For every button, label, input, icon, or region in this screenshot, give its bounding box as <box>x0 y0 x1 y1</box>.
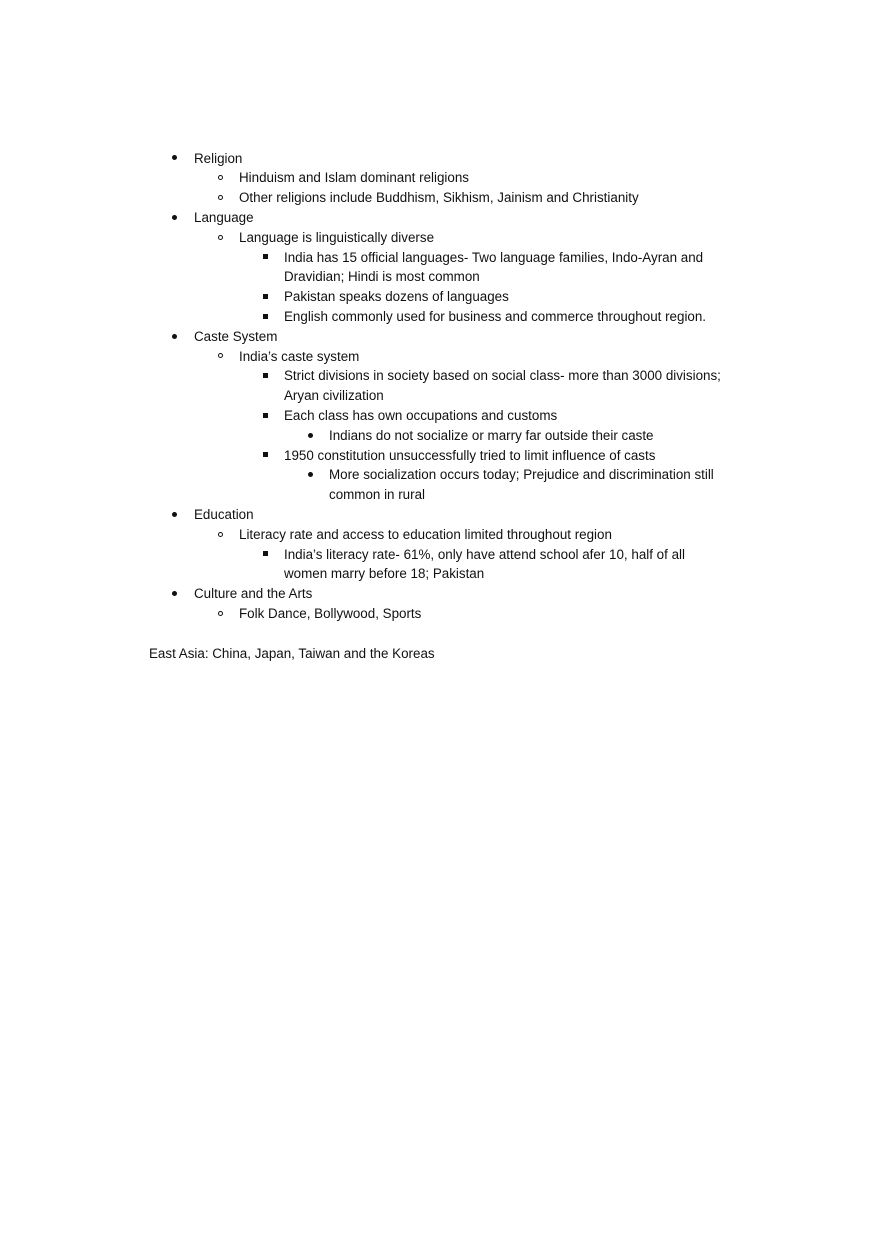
outline-item-level-2: Language is linguistically diverse <box>239 229 435 245</box>
outline-bullet <box>167 149 181 169</box>
outline-item-level-3: Pakistan speaks dozens of languages <box>284 289 509 305</box>
outline-item-level-3: India’s literacy rate- 61%, only have attend school afer 10, half of all <box>284 546 685 562</box>
outline-item-level-1: Religion <box>194 150 243 166</box>
outline-bullet <box>167 584 181 604</box>
outline-bullet <box>213 604 227 624</box>
outline-item-level-2: India’s caste system <box>239 348 360 364</box>
outline-item-level-3: Each class has own occupations and customs <box>284 407 558 423</box>
outline-bullet <box>167 505 181 525</box>
outline-bullet <box>167 327 181 347</box>
outline-item-level-3: India has 15 official languages- Two language families, Indo-Ayran and <box>284 249 704 265</box>
outline-bullet <box>213 347 227 367</box>
outline-item-level-1: Caste System <box>194 328 278 344</box>
outline-bullet <box>258 248 272 268</box>
outline-bullet <box>303 465 317 485</box>
outline-bullet <box>303 426 317 446</box>
outline-item-level-1: Language <box>194 209 254 225</box>
outline-item-continuation: women marry before 18; Pakistan <box>284 566 485 582</box>
outline-item-level-3: English commonly used for business and commerce throughout region. <box>284 308 707 324</box>
outline-item-level-3: 1950 constitution unsuccessfully tried to limit influence of casts <box>284 447 656 463</box>
outline-item-level-1: Culture and the Arts <box>194 586 313 602</box>
outline-item-continuation: Dravidian; Hindi is most common <box>284 269 480 285</box>
outline-bullet <box>258 287 272 307</box>
outline-bullet <box>258 307 272 327</box>
outline-item-continuation: common in rural <box>329 487 425 503</box>
outline-item-level-4: Indians do not socialize or marry far outside their caste <box>329 427 654 443</box>
outline-item-level-4: More socialization occurs today; Prejudice and discrimination still <box>329 467 714 483</box>
outline-item-level-1: Education <box>194 506 254 522</box>
outline-item-level-2: Other religions include Buddhism, Sikhism, Jainism and Christianity <box>239 190 639 206</box>
closing-paragraph: East Asia: China, Japan, Taiwan and the Koreas <box>149 645 435 661</box>
outline-bullet <box>167 208 181 228</box>
outline-item-level-2: Folk Dance, Bollywood, Sports <box>239 605 422 621</box>
outline-item-level-2: Literacy rate and access to education limited throughout region <box>239 526 612 542</box>
outline-bullet <box>213 525 227 545</box>
outline-item-level-3: Strict divisions in society based on social class- more than 3000 divisions; <box>284 368 721 384</box>
outline-bullet <box>213 188 227 208</box>
outline-bullet <box>258 406 272 426</box>
outline-bullet <box>258 446 272 466</box>
outline-bullet <box>213 168 227 188</box>
outline-bullet <box>213 228 227 248</box>
outline-item-level-2: Hinduism and Islam dominant religions <box>239 170 469 186</box>
outline-item-continuation: Aryan civilization <box>284 388 384 404</box>
outline-bullet <box>258 545 272 565</box>
outline-bullet <box>258 366 272 386</box>
